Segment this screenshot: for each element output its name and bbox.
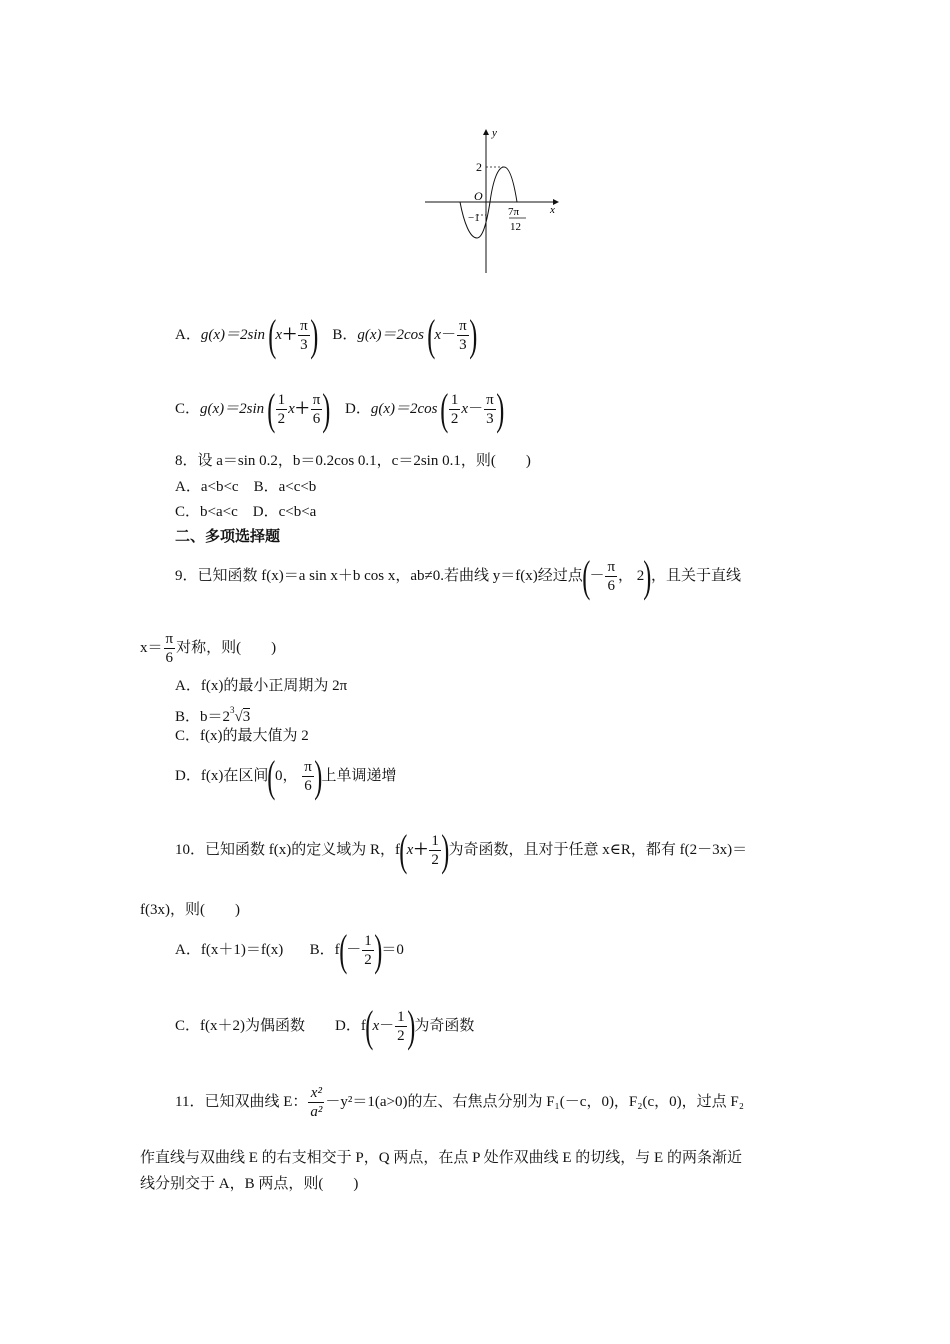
q10-line2: f(3x)，则( ) — [140, 902, 240, 918]
q9-option-b: B．$b=2^3√3$ — [175, 705, 251, 725]
q9-option-a: A．f(x)的最小正周期为 2π — [175, 678, 348, 694]
origin-label: O — [474, 189, 483, 203]
sine-graph — [420, 125, 565, 275]
q10-options-cd: C．f(x＋2)为偶函数 D．f(x－ $\frac{1}{2}$ )为奇函数 — [175, 1001, 475, 1051]
q9-option-c: C．f(x)的最大值为 2 — [175, 728, 309, 744]
y-min-label: −1 — [468, 212, 480, 224]
q7-options-cd: C．g(x)＝2sin ( $\frac{1}{2}$ x＋ $\frac{\pi}{6}$ ) D．g(x)＝2cos ( $\frac{1}{2}$ x－ $\frac{\pi}{3}$ ) — [175, 384, 505, 434]
x-axis-label: x — [550, 204, 555, 216]
q11-line3: 线分别交于 A，B 两点，则( ) — [140, 1176, 359, 1192]
q10-options-ab: A．f(x＋1)＝f(x) B．f(－ $\frac{1}{2}$ )＝0 — [175, 925, 404, 975]
y-max-label: 2 — [476, 160, 482, 174]
q8-stem: 8．设 a＝sin 0.2，b＝0.2cos 0.1，c＝2sin 0.1，则( ) — [175, 453, 531, 469]
y-axis-label: y — [492, 127, 497, 139]
section-heading: 二、多项选择题 — [175, 529, 281, 545]
x-mark-den: 12 — [510, 221, 521, 233]
q9-stem: 9．已知函数 f(x)＝a sin x＋b cos x，ab≠0.若曲线 y＝f(x)经过点(－ $\frac{\pi}{6}$ ， 2)，且关于直线 — [175, 551, 741, 601]
q8-options-ab: A．a<b<c B．a<c<b — [175, 479, 317, 495]
q8-options-cd: C．b<a<c D．c<b<a — [175, 504, 317, 520]
q9-option-d: D．f(x)在区间(0， $\frac{\pi}{6}$ )上单调递增 — [175, 751, 397, 801]
q11-stem: 11．已知双曲线 E： $\frac{\text{x²}}{\text{a²}}$ －y²＝1(a>0)的左、右焦点分别为 F₁(－c，0)，F₂(c，0)，过点 F₂ — [175, 1085, 744, 1121]
q7-options-ab: A．g(x)＝2sin (x＋ $\frac{\pi}{3}$ ) B．g(x)＝2cos (x－ $\frac{\pi}{3}$ ) — [175, 310, 478, 360]
q10-stem: 10．已知函数 f(x)的定义域为 R，f(x＋ $\frac{1}{2}$ )为奇函数，且对于任意 x∈R，都有 f(2－3x)＝ — [175, 825, 748, 875]
q11-line2: 作直线与双曲线 E 的右支相交于 P，Q 两点，在点 P 处作双曲线 E 的切线，与 E 的两条渐近 — [140, 1150, 742, 1166]
q9-line2: x＝ $\frac{\pi}{6}$ 对称，则( ) — [140, 631, 277, 667]
x-mark-num: 7π — [508, 206, 520, 218]
